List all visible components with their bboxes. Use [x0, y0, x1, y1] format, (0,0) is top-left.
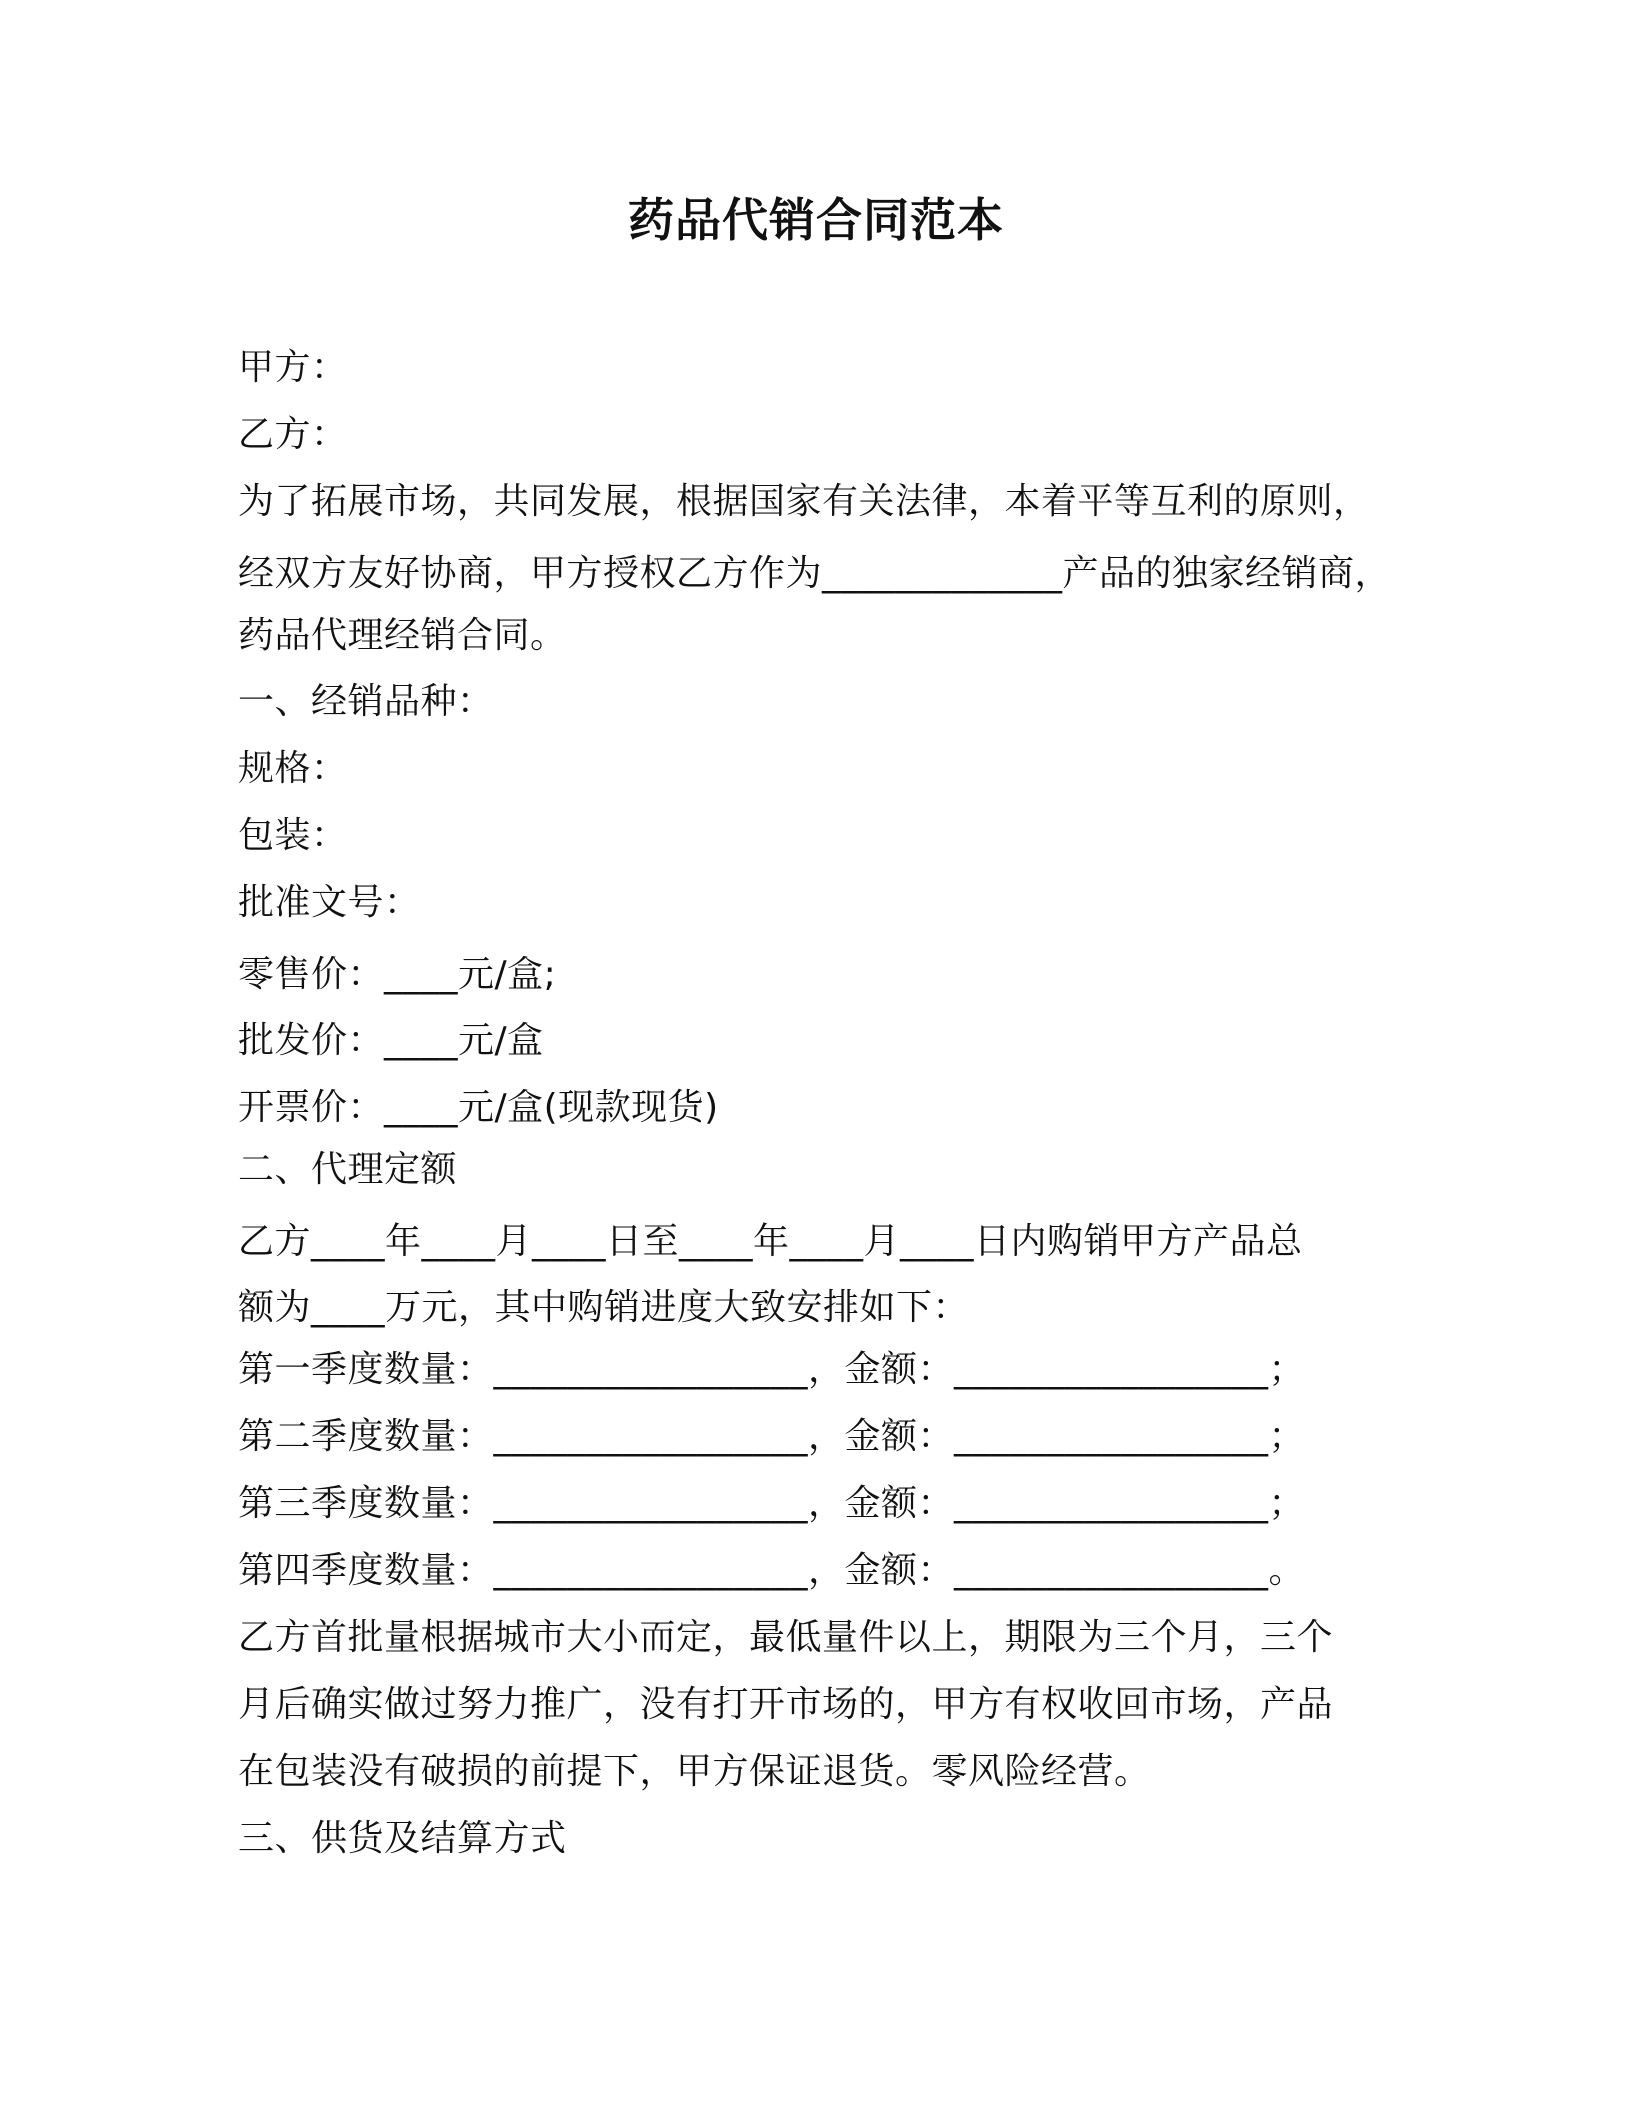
invoice-price-line: 开票价：____元/盒(现款现货): [238, 1087, 719, 1128]
document-title: 药品代销合同范本: [628, 193, 1004, 247]
quarter-1-line: 第一季度数量：_________________，金额：_________________；: [238, 1349, 1306, 1390]
first-batch-line-3: 在包装没有破损的前提下，甲方保证退货。零风险经营。: [238, 1751, 1151, 1792]
quota-paragraph-line-1: 乙方____年____月____日至____年____月____日内购销甲方产品总: [238, 1221, 1303, 1262]
section-2-heading: 二、代理定额: [238, 1149, 458, 1190]
wholesale-price-line: 批发价：____元/盒: [238, 1020, 544, 1061]
first-batch-line-1: 乙方首批量根据城市大小而定，最低量件以上，期限为三个月，三个: [238, 1617, 1334, 1658]
section-3-heading: 三、供货及结算方式: [238, 1818, 567, 1859]
party-a-line: 甲方：: [238, 347, 348, 388]
first-batch-line-2: 月后确实做过努力推广，没有打开市场的，甲方有权收回市场，产品: [238, 1684, 1334, 1725]
approval-number-line: 批准文号：: [238, 882, 421, 923]
quarter-2-line: 第二季度数量：_________________，金额：_________________；: [238, 1416, 1306, 1457]
party-b-line: 乙方：: [238, 414, 348, 455]
quarter-3-line: 第三季度数量：_________________，金额：_________________；: [238, 1483, 1306, 1524]
quarter-4-line: 第四季度数量：_________________，金额：_________________。: [238, 1550, 1306, 1591]
retail-price-line: 零售价：____元/盒;: [238, 954, 557, 995]
intro-paragraph-line-2: 经双方友好协商，甲方授权乙方作为_____________产品的独家经销商，: [238, 553, 1392, 594]
quota-paragraph-line-2: 额为____万元，其中购销进度大致安排如下：: [238, 1287, 970, 1328]
section-1-heading: 一、经销品种：: [238, 681, 494, 722]
intro-paragraph-line-3: 药品代理经销合同。: [238, 615, 567, 656]
intro-paragraph-line-1: 为了拓展市场，共同发展，根据国家有关法律，本着平等互利的原则，: [238, 481, 1370, 522]
packaging-line: 包装：: [238, 815, 348, 856]
spec-line: 规格：: [238, 748, 348, 789]
